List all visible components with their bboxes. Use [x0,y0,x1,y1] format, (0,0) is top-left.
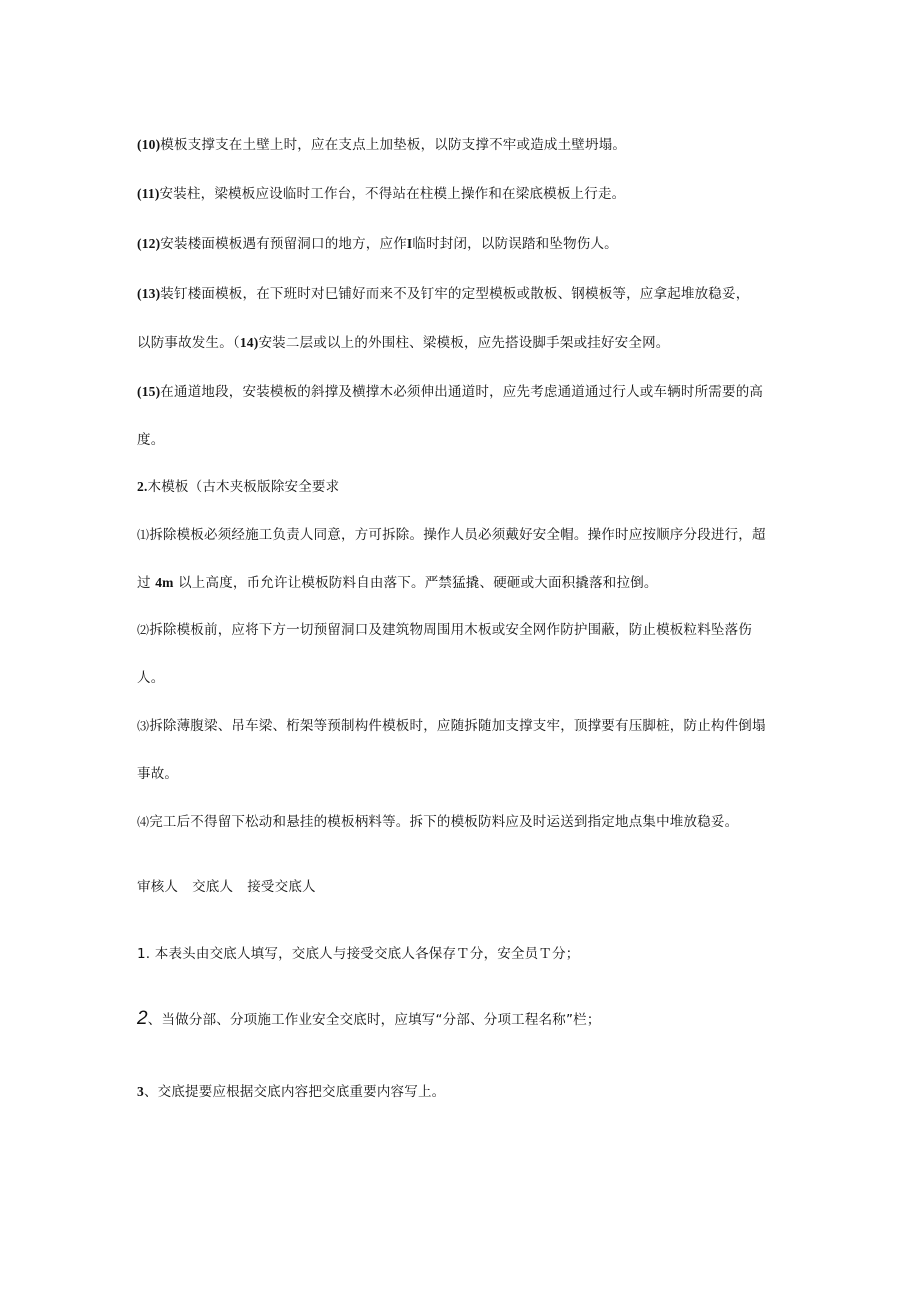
section-heading [137,478,787,496]
item-12 [137,235,787,253]
item-text-cont: 临时封闭，以防误踏和坠物伤人。 [412,236,618,252]
rule-number: ⑶ [137,719,150,733]
rule-text: 事故。 [137,766,179,782]
item-15-cont [137,431,787,449]
item-text: 模板支撑支在土壁上时，应在支点上加垫板，以防支撑不牢或造成土壁坍塌。 [160,137,627,153]
rule-number: ⑴ [137,528,150,542]
rule-height: 4m [155,575,174,590]
note-3 [137,1083,787,1101]
rule-text: 拆除模板必须经施工负责人同意，方可拆除。操作人员必须戴好安全帽。操作时应按顺序分段进行，超 [149,527,766,543]
item-13 [137,285,787,303]
rule-4 [137,813,787,831]
item-number: (13) [137,286,161,301]
item-text: 以防事故发生。（ [137,335,240,351]
note-text: 、当做分部、分项施工作业安全交底时，应填写“分部、分项工程名称”栏； [147,1012,601,1028]
item-number: (11) [137,186,160,201]
item-13-cont [137,334,787,352]
rule-2-cont [137,669,787,687]
rule-text: 拆除模板前，应将下方一切预留洞口及建筑物周围用木板或安全网作防护围蔽，防止模板粒料坠落伤 [149,622,753,638]
section-title: 木模板（古木夹板版除安全要求 [147,479,340,495]
item-number: (15) [137,384,161,399]
note-1 [137,945,787,963]
item-text: 安装柱，梁模板应设临时工作台，不得站在柱模上操作和在梁底模板上行走。 [159,186,626,202]
rule-3 [137,717,787,735]
section-number: 2. [137,479,148,494]
item-text: 安装楼面模板遇有预留洞口的地方，应作 [160,236,407,252]
note-number: 3 [137,1084,144,1099]
signature-row [137,878,787,896]
rule-number: ⑷ [137,815,150,829]
rule-number: ⑵ [137,623,150,637]
item-15 [137,383,787,401]
rule-text: 以上高度，币允许让模板防料自由落下。严禁猛撬、硬砸或大面积撬落和拉倒。 [178,575,658,591]
reviewer-label: 审核人 [137,879,179,895]
rule-2 [137,621,787,639]
rule-1 [137,526,787,544]
note-number: 1. [137,946,151,962]
note-2 [137,1010,787,1029]
rule-text-pre: 过 [137,575,151,591]
receiver-label: 接受交底人 [247,879,316,895]
item-number: (10) [137,137,161,152]
item-text: 度。 [137,432,165,448]
rule-text: 拆除薄腹梁、吊车梁、桁架等预制构件模板时，应随拆随加支撑支牢，顶撑要有压脚桩，防止构件倒塌 [149,718,766,734]
item-11 [137,185,787,203]
note-text: 本表头由交底人填写，交底人与接受交底人各保存Ｔ分，安全员Ｔ分； [154,946,580,962]
item-text: 装钉楼面模板，在下班时对巳铺好而来不及钉牢的定型模板或散板、钢模板等，应拿起堆放稳妥， [160,286,750,302]
item-10 [137,136,787,154]
item-number: 14) [239,335,259,350]
rule-text: 完工后不得留下松动和悬挂的模板柄料等。拆下的模板防料应及时运送到指定地点集中堆放稳妥。 [149,814,739,830]
rule-3-cont [137,765,787,783]
note-number: 2 [137,1008,148,1029]
rule-1-cont [137,574,787,592]
item-text-cont: 安装二层或以上的外围柱、梁模板，应先搭设脚手架或挂好安全网。 [258,335,670,351]
rule-text: 人。 [137,670,165,686]
discloser-label: 交底人 [192,879,234,895]
note-text: 、交底提要应根据交底内容把交底重要内容写上。 [143,1084,446,1100]
item-text-i: I [406,236,413,251]
item-number: (12) [137,236,161,251]
item-text: 在通道地段，安装模板的斜撑及横撑木必须伸出通道时，应先考虑通道通过行人或车辆时所需要的高 [160,384,764,400]
